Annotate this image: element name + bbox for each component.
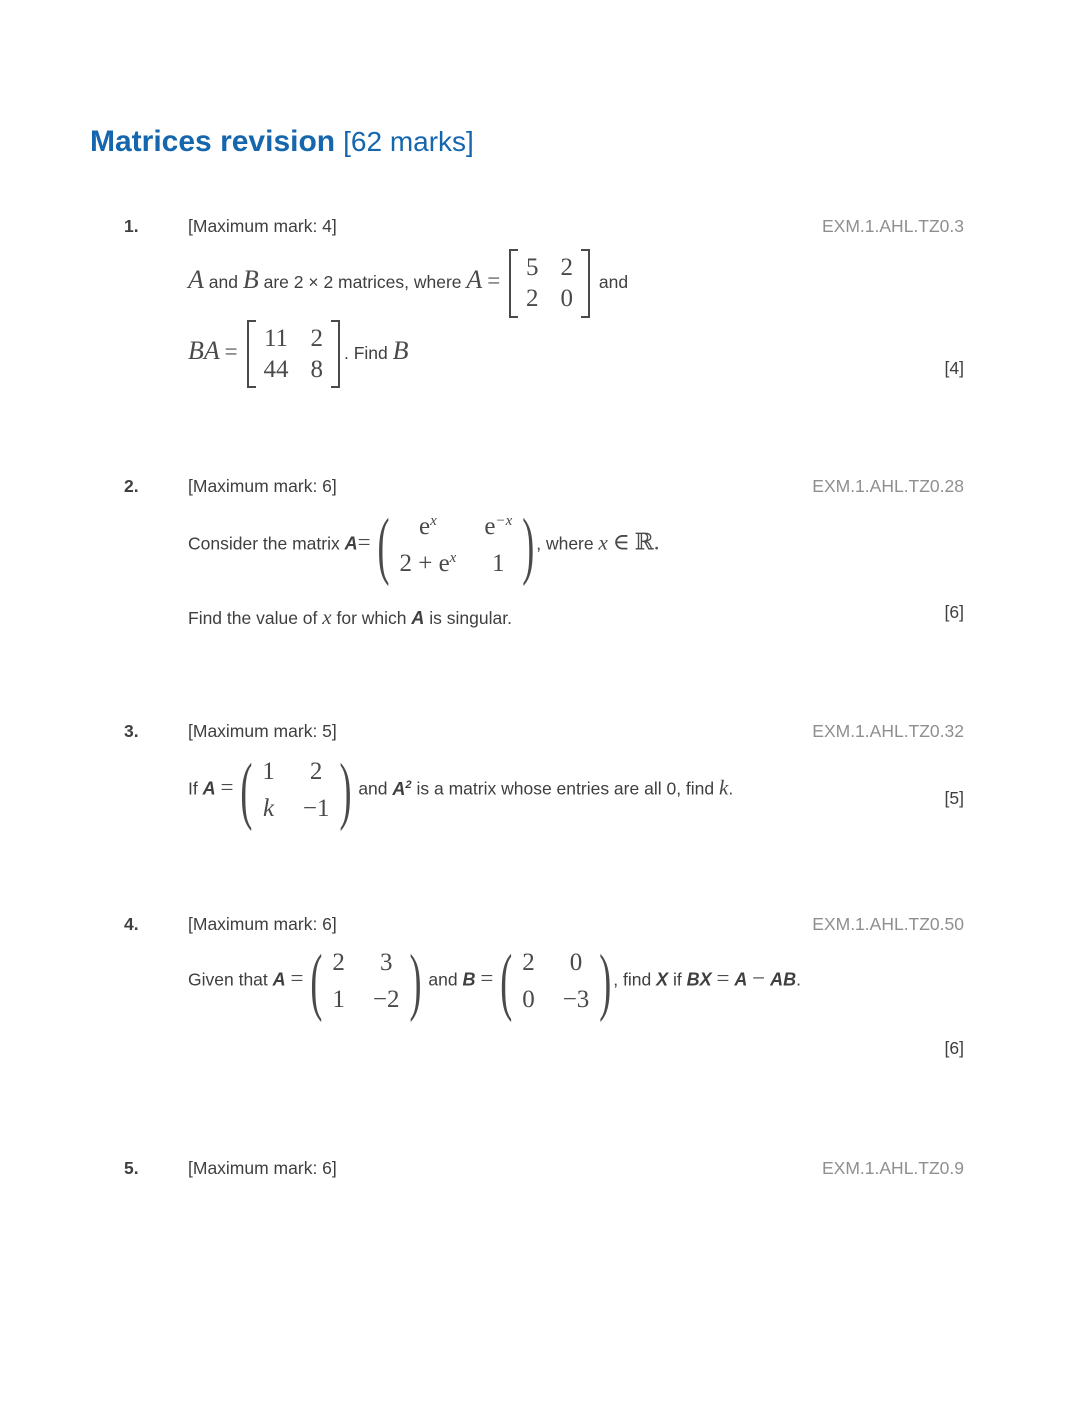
question-number: 2. [124, 476, 139, 496]
question-text-line [188, 249, 964, 318]
question-text: and [428, 969, 458, 990]
matrix-cell: −3 [562, 985, 590, 1013]
max-mark-label: [Maximum mark: 4] [188, 216, 337, 236]
marks-badge: [5] [944, 788, 964, 808]
matrix-bracket-right [581, 249, 590, 318]
question-text: , find [613, 969, 652, 990]
question-number: 3. [124, 721, 139, 741]
max-mark-label: [Maximum mark: 5] [188, 721, 337, 741]
question-text-line [188, 320, 964, 389]
math-var-A: A [411, 608, 425, 628]
max-mark-label: [Maximum mark: 6] [188, 1158, 337, 1178]
matrix-cell: k [263, 794, 275, 822]
math-var-B: B [392, 335, 409, 365]
real-numbers-symbol: ℝ. [634, 529, 660, 555]
math-var-A: A [272, 969, 286, 990]
matrix-cells [389, 513, 522, 577]
question-text: . Find [344, 342, 388, 363]
matrix-cell: 2 [332, 949, 345, 976]
question-text: Find the value of [188, 608, 318, 628]
question-text: for which [336, 608, 407, 628]
matrix-paren-right: ) [599, 939, 612, 1023]
question-text: . [796, 969, 801, 990]
matrix-paren-left: ( [377, 503, 390, 587]
matrix-cells [252, 758, 339, 822]
math-var-B: B [242, 264, 259, 294]
math-var-A-squared [392, 779, 411, 799]
matrix-cell [419, 513, 437, 541]
matrix-cells [256, 320, 332, 389]
question-1 [124, 216, 964, 388]
matrix-paren-left: ( [500, 939, 513, 1023]
matrix-cell [484, 513, 512, 541]
math-var-x: x [598, 530, 608, 555]
question-number: 1. [124, 216, 139, 236]
question-text: Consider the matrix [188, 533, 340, 554]
matrix-A [509, 249, 590, 318]
matrix-bracket-left [247, 320, 256, 389]
cell-sup: −x [495, 513, 513, 529]
question-code: EXM.1.AHL.TZ0.3 [822, 216, 964, 236]
matrix-bracket-right [331, 320, 340, 389]
math-var-x: x [322, 605, 332, 629]
matrix-cell: −1 [302, 794, 330, 822]
equals-sign: = [357, 529, 371, 555]
matrix-cell: 2 [310, 324, 323, 352]
cell-base: 2 + e [399, 549, 450, 577]
max-mark-label: [Maximum mark: 6] [188, 476, 337, 496]
question-number: 5. [124, 1158, 139, 1178]
matrix-paren-right: ) [409, 939, 422, 1023]
matrix-A [377, 501, 534, 589]
matrix-cell: 2 [560, 254, 574, 281]
question-text: Given that [188, 969, 268, 990]
math-var-A: A [188, 264, 204, 294]
matrix-cell: 1 [332, 985, 345, 1013]
matrix-cell: 0 [560, 285, 574, 313]
matrix-cell: 2 [309, 758, 323, 785]
equals-sign: = [487, 267, 501, 293]
matrix-paren-right: ) [522, 503, 535, 587]
cell-sup: x [449, 549, 457, 566]
question-text-line [188, 603, 964, 631]
question-header [124, 1158, 964, 1179]
math-var-B: B [462, 969, 476, 990]
matrix-cell: 1 [262, 758, 275, 785]
matrix-cell [492, 550, 505, 578]
question-2 [124, 476, 964, 631]
question-text: . [728, 778, 734, 799]
math-var-A: A [466, 264, 483, 294]
question-header [124, 216, 964, 237]
question-text: if [673, 969, 682, 990]
question-text: and [208, 271, 238, 292]
cell-base: e [419, 513, 431, 540]
question-text: and [358, 778, 388, 799]
matrix-cell: 0 [522, 985, 535, 1013]
equals-sign: = [220, 774, 234, 800]
matrix-cell: 3 [379, 949, 393, 976]
question-text-line [188, 501, 964, 589]
cell-base: A [392, 778, 406, 799]
math-var-BA: BA [188, 335, 220, 365]
equals-sign: = [716, 965, 730, 991]
matrix-cell: 5 [526, 254, 539, 281]
equals-sign: = [290, 965, 304, 991]
matrix-cell: −2 [372, 985, 400, 1013]
question-3 [124, 721, 964, 834]
math-var-X: X [656, 969, 669, 990]
question-header [124, 476, 964, 497]
question-4 [124, 914, 964, 1058]
cell-base: e [484, 513, 496, 540]
marks-badge: [6] [944, 1038, 964, 1058]
element-of-sign: ∈ [612, 529, 630, 555]
matrix-cell: 11 [263, 324, 289, 352]
matrix-paren-left: ( [240, 748, 253, 832]
equals-sign: = [480, 965, 494, 991]
page-title [90, 124, 474, 160]
question-text: is singular. [429, 608, 512, 628]
question-text: , where [536, 533, 594, 554]
minus-sign: − [752, 965, 766, 991]
cell-sup: 2 [405, 778, 412, 791]
math-var-k: k [719, 775, 729, 800]
matrix-A [240, 746, 351, 834]
question-header [124, 914, 964, 935]
equals-sign: = [224, 338, 238, 364]
matrix-paren-left: ( [310, 939, 323, 1023]
matrix-cells [322, 949, 409, 1013]
matrix-B [500, 937, 611, 1025]
math-var-A: A [734, 969, 748, 990]
matrix-cells [518, 249, 581, 318]
math-var-A: A [202, 778, 216, 799]
question-code: EXM.1.AHL.TZ0.32 [812, 721, 964, 741]
matrix-A [310, 937, 421, 1025]
question-text: is a matrix whose entries are all 0, find [416, 778, 715, 799]
question-text: and [598, 271, 629, 292]
page-title-text: Matrices revision [90, 125, 336, 158]
question-code: EXM.1.AHL.TZ0.9 [822, 1158, 964, 1178]
question-text: If [188, 778, 198, 799]
matrix-cell: 0 [569, 949, 583, 976]
question-header [124, 721, 964, 742]
question-text-line [188, 937, 964, 1025]
math-var-BX: BX [686, 969, 712, 990]
matrix-bracket-left [509, 249, 518, 318]
matrix-cell [399, 550, 456, 578]
max-mark-label: [Maximum mark: 6] [188, 914, 337, 934]
question-text-line [188, 746, 964, 834]
math-var-AB: AB [770, 969, 797, 990]
cell-sup: x [430, 513, 437, 529]
question-number: 4. [124, 914, 139, 934]
marks-badge: [6] [944, 602, 964, 622]
question-code: EXM.1.AHL.TZ0.28 [812, 476, 964, 496]
matrix-cells [512, 949, 599, 1013]
matrix-cell: 2 [526, 285, 539, 313]
math-var-A: A [344, 533, 358, 554]
question-code: EXM.1.AHL.TZ0.50 [812, 914, 964, 934]
matrix-cell: 8 [310, 355, 323, 383]
matrix-cell: 44 [263, 355, 289, 383]
marks-badge: [4] [944, 358, 964, 378]
page-title-marks: [62 marks] [343, 126, 474, 157]
question-5 [124, 1158, 964, 1179]
cell-base: 1 [492, 549, 505, 577]
matrix-cell: 2 [522, 949, 535, 976]
question-text: are 2 × 2 matrices, where [263, 271, 462, 292]
matrix-BA [247, 320, 341, 389]
matrix-paren-right: ) [339, 748, 352, 832]
